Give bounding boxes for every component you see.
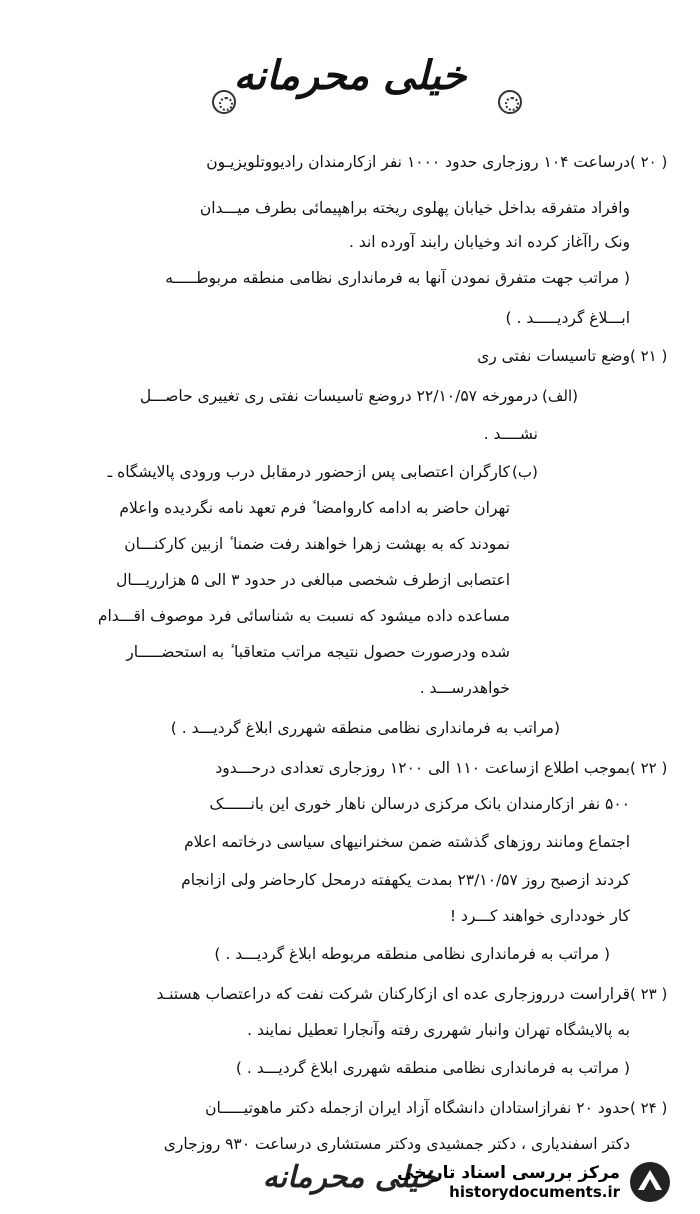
item-22-line-6: ( مراتب به فرمانداری نظامی منطقه مربوطه ابلاغ گردیـــد . )	[214, 945, 610, 963]
item-22-line-3: اجتماع ومانند روزهای گذشته ضمن سخنرانیهای سیاسی درخاتمه اعلام	[184, 833, 630, 851]
subitem-alef-line-2: نشــــد .	[483, 425, 538, 443]
item-20-line-1: درساعت ۱۰۴ روزجاری حدود ۱۰۰۰ نفر ازکارمندان رادیووتلویزیـون	[206, 153, 630, 171]
item-21-heading: وضع تاسیسات نفتی ری	[477, 347, 630, 365]
item-20-line-2: وافراد متفرقه بداخل خیابان پهلوی ریخته براهپیمائی بطرف میـــدان	[199, 199, 630, 217]
subitem-be-line-2: تهران حاضر به ادامه کاروامضا ٔ فرم تعهد نامه نگردیده واعلام	[119, 499, 510, 517]
item-23-line-2: به پالایشگاه تهران وانبار شهرری رفته وآنجارا تعطیل نمایند .	[247, 1021, 630, 1039]
item-20-line-5: ابـــلاغ گردیـــــد . )	[505, 309, 630, 327]
item-number-23: ( ۲۳ )	[630, 985, 668, 1003]
item-number-24: ( ۲۴ )	[630, 1099, 668, 1117]
item-23-line-1: قراراست درروزجاری عده ای ازکارکنان شرکت نفت که دراعتصاب هستنـد	[156, 985, 630, 1003]
archive-logo-icon	[628, 1160, 672, 1204]
subitem-label-be: (ب)	[512, 463, 538, 481]
subitem-be-note-line: (مراتب به فرمانداری نظامی منطقه شهرری ابلاغ گردیـــد . )	[170, 719, 560, 737]
subitem-be-line-3: نمودند که به بهشت زهرا خواهند رفت ضمنا ٔ ازبین کارکنـــان	[124, 535, 510, 553]
item-23-line-3: ( مراتب به فرمانداری نظامی منطقه شهرری ابلاغ گردیـــد . )	[235, 1059, 630, 1077]
item-20-line-3: ونک راآغاز کرده اند وخیابان رابند آورده اند .	[349, 233, 630, 251]
item-number-21: ( ۲۱ )	[630, 347, 668, 365]
subitem-be-line-7: خواهدرســـد .	[419, 679, 510, 697]
subitem-label-alef: (الف)	[542, 387, 578, 405]
subitem-be-line-4: اعتصابی ازطرف شخصی مبالغی در حدود ۳ الی ۵ هزارریـــال	[116, 571, 510, 589]
subitem-be-line-1: کارگران اعتصابی پس ازحضور درمقابل درب ورودی پالایشگاه ـ	[107, 463, 510, 481]
item-22-line-2: ۵۰۰ نفر ازکارمندان بانک مرکزی درسالن ناهار خوری این بانــــــک	[209, 795, 630, 813]
classification-stamp-bottom: خیلی محرمانه	[262, 1160, 438, 1195]
subitem-be-line-6: شده ودرصورت حصول نتیجه مراتب متعاقبا ٔ به استحضـــــار	[126, 643, 510, 661]
watermark-url: historydocuments.ir	[449, 1183, 620, 1201]
watermark-persian: مرکز بررسی اسناد تاریخی	[397, 1163, 620, 1183]
item-22-line-1: بموجب اطلاع ازساعت ۱۱۰ الی ۱۲۰۰ روزجاری تعدادی درحـــدود	[215, 759, 630, 777]
item-22-line-4: کردند ازصبح روز ۲۳/۱۰/۵۷ بمدت یکهفته درمحل کارحاضر ولی ازانجام	[181, 871, 630, 889]
subitem-be-line-5: مساعده داده میشود که نسبت به شناسائی فرد موصوف اقـــدام	[97, 607, 510, 625]
classification-stamp-top: خیلی محرمانه	[233, 52, 467, 99]
item-number-22: ( ۲۲ )	[630, 759, 668, 777]
item-number-20: ( ۲۰ )	[630, 153, 668, 171]
seal-ornament-right	[498, 90, 522, 114]
subitem-alef-line-1: درمورخه ۲۲/۱۰/۵۷ دروضع تاسیسات نفتی ری تغییری حاصـــل	[139, 387, 538, 405]
watermark	[397, 1160, 672, 1204]
seal-ornament-left	[212, 90, 236, 114]
item-24-line-2: دکتر اسفندیاری ، دکتر جمشیدی ودکتر مستشاری درساعت ۹۳۰ روزجاری	[163, 1135, 630, 1153]
item-22-line-5: کار خودداری خواهند کـــرد !	[449, 907, 630, 925]
item-24-line-1: حدود ۲۰ نفرازاستادان دانشگاه آزاد ایران ازجمله دکتر ماهوتیـــــان	[205, 1099, 630, 1117]
item-20-line-4: ( مراتب جهت متفرق نمودن آنها به فرمانداری نظامی منطقه مربوطـــــه	[165, 269, 630, 287]
